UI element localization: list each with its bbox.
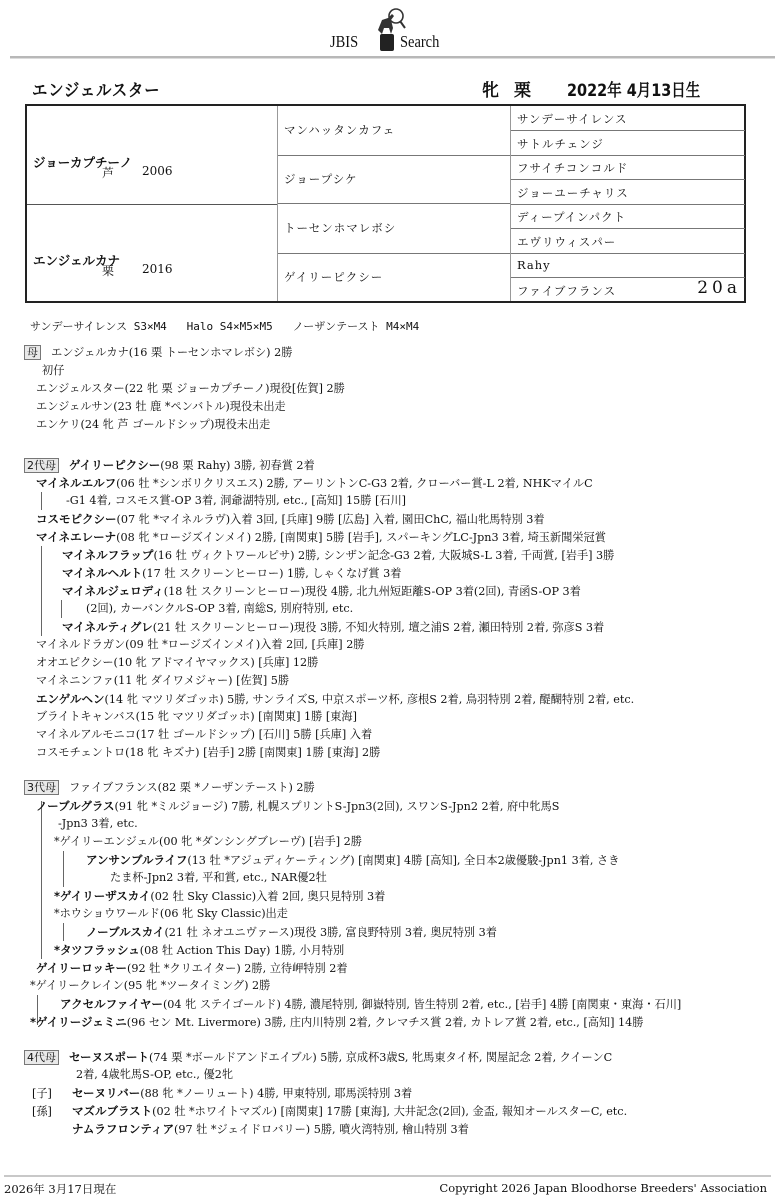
- dam-line: エンジェルカナ(16 栗 トーセンホマレボシ) 2勝: [51, 346, 293, 359]
- pedigree-grandparents-column: [277, 106, 511, 301]
- great-grandparent-name[interactable]: ファイブフランス: [517, 283, 617, 298]
- horse-record: *ホウショウワールド(06 牝 Sky Classic)出走: [54, 907, 288, 920]
- pedigree-great-grandparent-cell: [511, 106, 745, 131]
- horse-link[interactable]: アクセルファイヤー: [60, 997, 163, 1011]
- horse-record-cont: -G1 4着, コスモス賞-OP 3着, 洞爺湖特別, etc., [高知] 15勝 [石川]: [66, 494, 407, 507]
- horse-birthdate: 2022年 4月13日生: [567, 81, 701, 101]
- horse-link[interactable]: セーヌリバー: [72, 1086, 141, 1100]
- offspring-line: エンジェルサン(23 牡 鹿 *ペンバトル)現役未出走: [36, 400, 286, 413]
- pedigree-great-grandparent-cell: [511, 204, 745, 229]
- great-grandparent-name[interactable]: ジョーユーチャリス: [517, 185, 629, 200]
- dam-year: 2016: [142, 262, 173, 276]
- logo-text-jbis: JBIS: [330, 32, 359, 51]
- horse-record: マイネルドラガン(09 牡 *ロージズインメイ)入着 2回, [兵庫] 2勝: [36, 638, 365, 651]
- pedigree-grandparent-cell: [278, 204, 511, 254]
- great-grandparent-name[interactable]: フサイチコンコルド: [517, 161, 629, 175]
- horse-record: ブライトキャンバス(15 牝 マツリダゴッホ) [南関東] 1勝 [東海]: [36, 710, 357, 723]
- third-dam-badge: 3代母: [24, 780, 59, 795]
- grandparent-name[interactable]: ゲイリーピクシー: [284, 269, 384, 284]
- grandparent-name[interactable]: トーセンホマレボシ: [284, 221, 397, 235]
- fourth-dam-record: (74 栗 *ボールドアンドエイブル) 5勝, 京成杯3歳S, 牝馬東タイ杯, 関屋記念 2着, クイーンC: [149, 1051, 613, 1064]
- sire-year: 2006: [142, 164, 173, 178]
- horse-link[interactable]: ノーブルグラス: [36, 799, 115, 813]
- pedigree-grandparent-cell: [278, 106, 511, 156]
- horse-link[interactable]: エンゲルヘン: [36, 692, 105, 706]
- second-dam-badge: 2代母: [24, 458, 59, 473]
- great-grandparent-name[interactable]: ディープインパクト: [517, 210, 627, 224]
- dam-badge: 母: [24, 345, 41, 360]
- header-divider: [10, 56, 775, 59]
- pedigree-table: [25, 104, 746, 303]
- horse-record: (21 牡 スクリーンヒーロー)現役 3勝, 不知火特別, 壇之浦S 2着, 瀬田特別 2着, 弥彦S 3着: [152, 621, 605, 634]
- horse-link[interactable]: ノーブルスカイ: [86, 925, 165, 939]
- horse-title-row: [32, 76, 752, 102]
- horse-record: コスモチェントロ(18 牝 キズナ) [岩手] 2勝 [南関東] 1勝 [東海] 2勝: [36, 746, 381, 759]
- horse-record: *ゲイリーエンジェル(00 牝 *ダンシングブレーヴ) [岩手] 2勝: [54, 835, 362, 848]
- offspring-line: エンジェルスター(22 牝 栗 ジョーカプチーノ)現役[佐賀] 2勝: [36, 382, 345, 395]
- pedigree-great-grandparent-cell: [511, 180, 745, 205]
- horse-link[interactable]: マイネルティグレ: [62, 620, 153, 634]
- fourth-dam-section: [24, 1048, 764, 1138]
- horse-link[interactable]: *タツフラッシュ: [54, 943, 140, 957]
- pedigree-great-grandparent-cell: [511, 253, 745, 278]
- horse-record-cont: たま杯-Jpn2 3着, 平和賞, etc., NAR優2牡: [110, 871, 327, 884]
- horse-link[interactable]: マイネルヘルト: [62, 566, 143, 580]
- sire-color: 芦: [102, 166, 115, 180]
- sire-name[interactable]: ジョーカプチーノ: [33, 155, 133, 170]
- horse-link[interactable]: ゲイリーロッキー: [36, 961, 127, 975]
- horse-link[interactable]: *ゲイリージェミニ: [30, 1015, 127, 1029]
- second-dam-section: [24, 456, 764, 762]
- grandparent-name[interactable]: ジョープシケ: [284, 171, 358, 186]
- horse-link[interactable]: マイネルエルフ: [36, 476, 117, 490]
- pedigree-grandparent-cell: [278, 253, 511, 302]
- horse-record: (92 牡 *クリエイター) 2勝, 立待岬特別 2着: [126, 962, 348, 975]
- horse-link[interactable]: マイネルフラップ: [62, 548, 154, 562]
- horse-record: (18 牡 スクリーンヒーロー)現役 4勝, 北九州短距離S-OP 3着(2回), 青函S-OP 3着: [163, 585, 581, 598]
- horse-link[interactable]: コスモピクシー: [36, 512, 117, 526]
- grandparent-name[interactable]: マンハッタンカフェ: [284, 123, 396, 137]
- pedigree-great-grandparent-cell: [511, 155, 745, 180]
- horse-sex: 牝: [482, 81, 499, 101]
- pedigree-great-grandparent-cell: [511, 229, 745, 254]
- horse-record: (02 牡 *ホワイトマズル) [南関東] 17勝 [東海], 大井記念(2回), 金盃, 報知オールスターC, etc.: [152, 1105, 628, 1118]
- horse-record: (04 牝 ステイゴールド) 4勝, 濃尾特別, 御嶽特別, 皆生特別 2着, etc., [岩手] 4勝 [南関東・東海・石川]: [162, 998, 682, 1011]
- pedigree-sire-cell: [27, 106, 277, 205]
- second-dam-name[interactable]: ゲイリーピクシー: [69, 458, 161, 472]
- pedigree-parents-column: [27, 106, 277, 301]
- fourth-dam-badge: 4代母: [24, 1050, 59, 1065]
- horse-record: (06 牡 *シンボリクリスエス) 2勝, アーリントンC-G3 2着, クローバー賞-L 2着, NHKマイルC: [116, 477, 593, 490]
- pedigree-grandparent-cell: [278, 155, 511, 205]
- horse-record: (97 牡 *ジェイドロバリー) 5勝, 噴火湾特別, 檜山特別 3着: [174, 1123, 469, 1136]
- horse-record: (02 牡 Sky Classic)入着 2回, 奥只見特別 3着: [150, 890, 386, 903]
- as-of-date: 2026年 3月17日現在: [4, 1182, 117, 1196]
- dam-color: 栗: [102, 264, 115, 278]
- horse-link[interactable]: マイネエレーナ: [36, 530, 117, 544]
- copyright: Copyright 2026 Japan Bloodhorse Breeders' Association: [439, 1181, 767, 1195]
- horse-record: (91 牝 *ミルジョージ) 7勝, 札幌スプリントS-Jpn3(2回), スワンS-Jpn2 2着, 府中牝馬S: [114, 800, 560, 813]
- family-number: 20a: [697, 277, 741, 298]
- great-grandparent-name[interactable]: サンデーサイレンス: [517, 112, 628, 126]
- horse-record: (08 牡 Action This Day) 1勝, 小月特別: [139, 944, 345, 957]
- horse-record-cont: -Jpn3 3着, etc.: [58, 817, 138, 830]
- third-dam-section: [24, 779, 764, 1031]
- horse-record: (88 牝 *ノーリュート) 4勝, 甲東特別, 耶馬渓特別 3着: [140, 1087, 413, 1100]
- jbis-search-logo[interactable]: [330, 6, 460, 54]
- footer-divider: [4, 1175, 771, 1177]
- horse-record: (14 牝 マツリダゴッホ) 5勝, サンライズS, 中京スポーツ杯, 彦根S 2着, 鳥羽特別 2着, 醍醐特別 2着, etc.: [104, 693, 635, 706]
- second-dam-record: (98 栗 Rahy) 3勝, 初春賞 2着: [160, 459, 315, 472]
- horse-record-cont: (2回), カーバンクルS-OP 3着, 南総S, 別府特別, etc.: [86, 602, 354, 615]
- great-grandparent-name[interactable]: サトルチェンジ: [517, 136, 604, 151]
- offspring-line: エンケリ(24 牝 芦 ゴールドシップ)現役未出走: [36, 418, 271, 431]
- horse-link[interactable]: アンサンブルライフ: [86, 853, 188, 867]
- logo-text-search: Search: [400, 32, 440, 51]
- horse-record: マイネルアルモニコ(17 牡 ゴールドシップ) [石川] 5勝 [兵庫] 入着: [36, 728, 373, 741]
- horse-record: (96 セン Mt. Livermore) 3勝, 庄内川特別 2着, クレマチス賞 2着, カトレア賞 2着, etc., [高知] 14勝: [126, 1016, 644, 1029]
- great-grandparent-name[interactable]: Rahy: [517, 258, 551, 272]
- horse-record: (16 牡 ヴィクトワールピサ) 2勝, シンザン記念-G3 2着, 大阪城S-L 3着, 千両賞, [岩手] 3勝: [153, 549, 615, 562]
- dam-section: [24, 344, 764, 434]
- pedigree-dam-cell: [27, 204, 277, 302]
- page-header: [0, 0, 775, 62]
- pedigree-great-grandparent-cell: [511, 131, 745, 156]
- horse-name: エンジェルスター: [32, 81, 161, 101]
- horse-record: (21 牡 ネオユニヴァース)現役 3勝, 富良野特別 3着, 奥尻特別 3着: [164, 926, 497, 939]
- horse-link[interactable]: *ゲイリーザスカイ: [54, 889, 151, 903]
- pedigree-great-grandparents-column: [510, 106, 745, 301]
- fourth-dam-name[interactable]: セーヌスポート: [69, 1050, 150, 1064]
- horse-record: オオエピクシー(10 牝 アドマイヤマックス) [兵庫] 12勝: [36, 656, 319, 669]
- horse-record: マイネニンファ(11 牝 ダイワメジャー) [佐賀] 5勝: [36, 674, 290, 687]
- horse-record: (07 牝 *マイネルラヴ)入着 3回, [兵庫] 9勝 [広島] 入着, 園田ChC, 福山牝馬特別 3着: [116, 513, 545, 526]
- dam-name[interactable]: エンジェルカナ: [33, 253, 120, 268]
- inbreeding-summary: サンデーサイレンス S3×M4 Halo S4×M5×M5 ノーザンテースト M4×M4: [30, 320, 420, 333]
- great-grandparent-name[interactable]: エヴリウィスパー: [517, 234, 617, 249]
- horse-link[interactable]: ナムラフロンティア: [72, 1122, 175, 1136]
- horse-link[interactable]: マイネルジェロディ: [62, 584, 164, 598]
- horse-link[interactable]: マズルブラスト: [72, 1104, 153, 1118]
- horse-record: (17 牡 スクリーンヒーロー) 1勝, しゃくなげ賞 3着: [142, 567, 402, 580]
- horse-record: (13 牡 *アジュディケーティング) [南関東] 4勝 [高知], 全日本2歳優駿-Jpn1 3着, さき: [187, 854, 620, 867]
- dam-foal-note: 初仔: [42, 364, 65, 377]
- horse-record: (08 牝 *ロージズインメイ) 2勝, [南関東] 5勝 [岩手], スパーキングLC-Jpn3 3着, 埼玉新聞栄冠賞: [116, 531, 606, 544]
- relation-label: [子]: [32, 1087, 52, 1100]
- fourth-dam-record-cont: 2着, 4歳牝馬S-OP, etc., 優2牝: [76, 1068, 234, 1081]
- third-dam-record: ファイブフランス(82 栗 *ノーザンテースト) 2勝: [69, 781, 315, 794]
- horse-record: *ゲイリークレイン(95 牝 *ツータイミング) 2勝: [30, 979, 271, 992]
- pedigree-great-grandparent-cell: [511, 278, 745, 302]
- horse-color: 栗: [514, 81, 531, 101]
- relation-label: [孫]: [32, 1105, 52, 1118]
